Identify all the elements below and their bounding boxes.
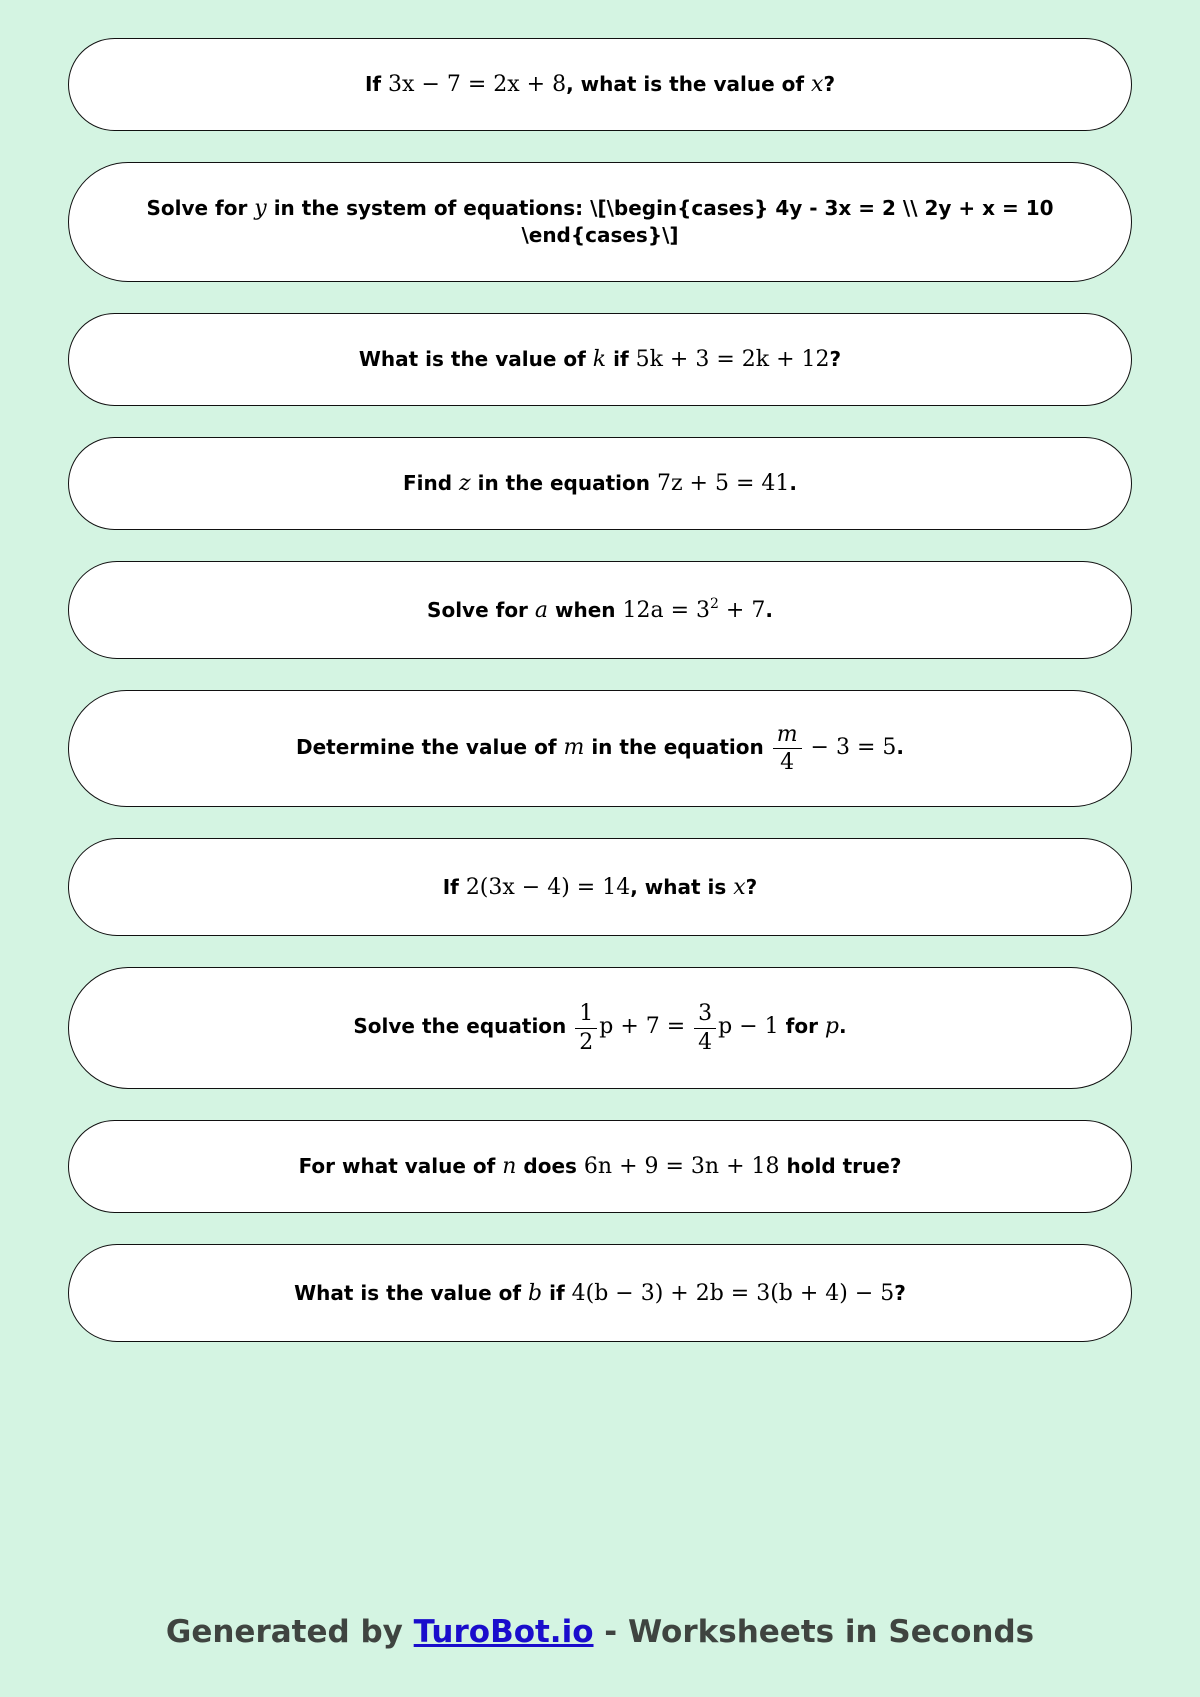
exponent: 2 [710,595,719,612]
footer-suffix: - Worksheets in Seconds [593,1614,1035,1650]
question-text-7: If 2(3x − 4) = 14, what is x? [442,874,758,900]
footer-prefix: Generated by [165,1614,414,1650]
math-expression: 5k + 3 = 2k + 12 [635,347,830,372]
question-card-7[interactable] [68,838,1132,936]
math-expression: 3x − 7 = 2x + 8 [388,72,567,97]
fraction: $\frac{1}{2}$ [575,1002,597,1053]
question-card-1[interactable] [68,38,1132,131]
math-expression: 6n + 9 = 3n + 18 [583,1154,780,1179]
fraction: $\frac{m}{4}$ [773,723,802,774]
math-expression: p + 7 = [599,1014,693,1040]
turobot-link[interactable]: TuroBot.io [413,1614,594,1650]
math-expression: − 3 = 5 [803,735,897,760]
question-card-6[interactable] [68,690,1132,807]
footer-credit [0,1614,1200,1650]
question-card-10[interactable] [68,1244,1132,1342]
fraction: $\frac{3}{4}$ [694,1002,716,1053]
question-card-5[interactable] [68,561,1132,659]
question-text-6: Determine the value of m in the equation $\frac{m}{4}$ − 3 = 5. [295,721,905,775]
question-text-5: Solve for a when $12a = 3^2 + 7$. [427,595,773,623]
question-card-2[interactable] [68,162,1132,282]
question-text-10: What is the value of b if 4(b − 3) + 2b = 3(b + 4) − 5? [294,1280,906,1306]
question-card-9[interactable] [68,1120,1132,1213]
question-card-3[interactable] [68,313,1132,406]
math-expression: 4(b − 3) + 2b = 3(b + 4) − 5 [571,1280,895,1306]
math-expression: 7z + 5 = 41 [656,471,790,496]
question-card-8[interactable] [68,967,1132,1089]
question-text-9: For what value of n does 6n + 9 = 3n + 18 hold true? [298,1154,902,1179]
question-card-4[interactable] [68,437,1132,530]
math-expression: p − 1 [718,1014,779,1040]
question-text-2: Solve for y in the system of equations: \[\begin{cases} 4y - 3x = 2 \\ 2y + x = 10 \end{cases}\] [146,196,1054,247]
question-text-8: Solve the equation $\frac{1}{2}$ p + 7 = $\frac{3}{4}$ p − 1 for p. [353,1001,847,1055]
math-expression: 2(3x − 4) = 14 [465,874,631,900]
question-text-1: If 3x − 7 = 2x + 8, what is the value of x? [364,72,836,97]
math-expression: 12a = 3 [622,597,710,623]
question-text-3: What is the value of k if 5k + 3 = 2k + 12? [358,347,842,372]
question-text-4: Find z in the equation 7z + 5 = 41. [403,471,797,496]
